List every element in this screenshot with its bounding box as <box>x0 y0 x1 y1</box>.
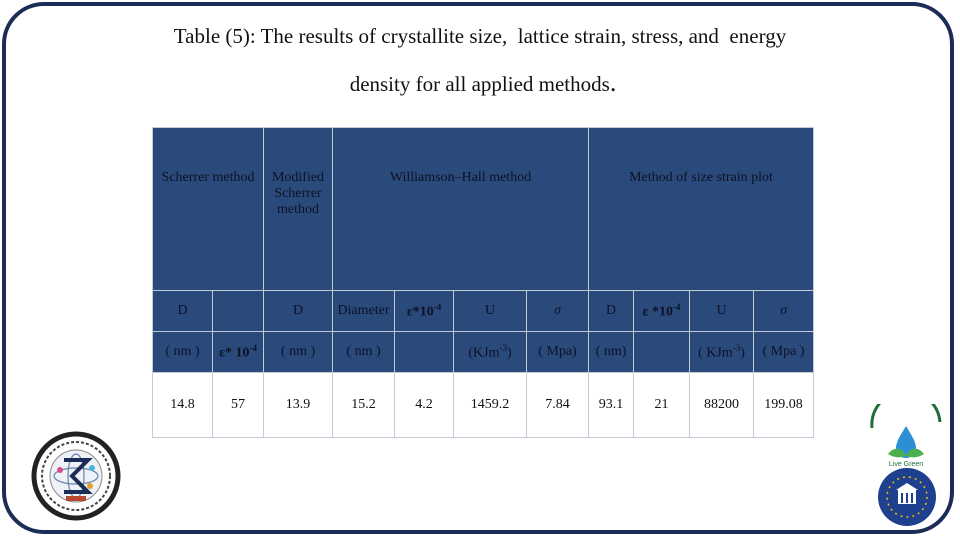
cell-wh-u: U <box>454 291 527 332</box>
wh-eps-text: ε*10 <box>406 304 434 320</box>
table-caption-line-2 <box>0 68 960 98</box>
header-size-strain-plot: Method of size strain plot <box>589 128 814 291</box>
header-modified-scherrer: Modified Scherrer method <box>264 128 333 291</box>
ssp-u-unit-exp: -3 <box>732 342 741 353</box>
table-caption-line-1: Table (5): The results of crystallite size, lattice strain, stress, and energy <box>173 24 787 48</box>
wh-eps-exp: -4 <box>433 301 442 312</box>
value-wh-sigma: 7.84 <box>527 373 589 438</box>
eu-stars-seal-icon <box>876 466 938 528</box>
wh-u-unit-exp: -3 <box>499 342 507 353</box>
table-row <box>153 373 814 438</box>
value-ssp-d: 93.1 <box>589 373 634 438</box>
cell-wh-sigma-unit: ( Mpa) <box>527 332 589 373</box>
table-header-symbol-row <box>153 291 814 332</box>
value-sch-d: 14.8 <box>153 373 213 438</box>
cell-ssp-sigma: σ <box>754 291 814 332</box>
cell-sch-unit: ( nm ) <box>153 332 213 373</box>
value-wh-eps: 4.2 <box>395 373 454 438</box>
cell-mod-unit: ( nm ) <box>264 332 333 373</box>
sch-eps-text: ε* 10 <box>219 345 250 361</box>
value-ssp-u: 88200 <box>690 373 754 438</box>
cell-wh-eps <box>395 291 454 332</box>
cell-wh-eps-unit-empty <box>395 332 454 373</box>
cell-ssp-u-unit <box>690 332 754 373</box>
header-williamson-hall: Williamson–Hall method <box>333 128 589 291</box>
conference-seal-icon <box>28 430 128 522</box>
cell-ssp-u: U <box>690 291 754 332</box>
live-green-label: Live Green <box>888 461 924 468</box>
value-ssp-sigma: 199.08 <box>754 373 814 438</box>
sch-eps-exp: -4 <box>249 342 257 353</box>
value-sch-eps: 57 <box>213 373 264 438</box>
table-header-group-row <box>153 128 814 291</box>
cell-sch-empty <box>213 291 264 332</box>
wh-u-unit-close: ) <box>506 345 512 361</box>
results-table <box>152 127 814 438</box>
cell-ssp-d: D <box>589 291 634 332</box>
cell-sch-eps <box>213 332 264 373</box>
value-mod-d: 13.9 <box>264 373 333 438</box>
cell-wh-diameter: Diameter <box>333 291 395 332</box>
value-ssp-eps: 21 <box>634 373 690 438</box>
cell-wh-u-unit <box>454 332 527 373</box>
value-wh-u: 1459.2 <box>454 373 527 438</box>
ssp-u-unit-text: ( KJm <box>698 345 733 361</box>
cell-wh-sigma: σ <box>527 291 589 332</box>
wh-u-unit-text: (KJm <box>468 345 500 361</box>
ssp-eps-exp: -4 <box>673 301 681 312</box>
table-header-unit-row <box>153 332 814 373</box>
ssp-eps-text: ε *10 <box>642 304 673 320</box>
cell-wh-unit: ( nm ) <box>333 332 395 373</box>
cell-ssp-unit: ( nm) <box>589 332 634 373</box>
ssp-u-unit-close: ) <box>740 345 745 361</box>
caption-line-2-text: density for all applied methods <box>349 72 610 96</box>
cell-sch-d: D <box>153 291 213 332</box>
cell-ssp-eps-unit-empty <box>634 332 690 373</box>
cell-ssp-eps <box>634 291 690 332</box>
cell-mod-d: D <box>264 291 333 332</box>
cell-ssp-sigma-unit: ( Mpa ) <box>754 332 814 373</box>
caption-period: . <box>609 68 617 97</box>
live-green-logo-icon <box>866 404 946 468</box>
value-wh-diameter: 15.2 <box>333 373 395 438</box>
header-scherrer: Scherrer method <box>153 128 264 291</box>
